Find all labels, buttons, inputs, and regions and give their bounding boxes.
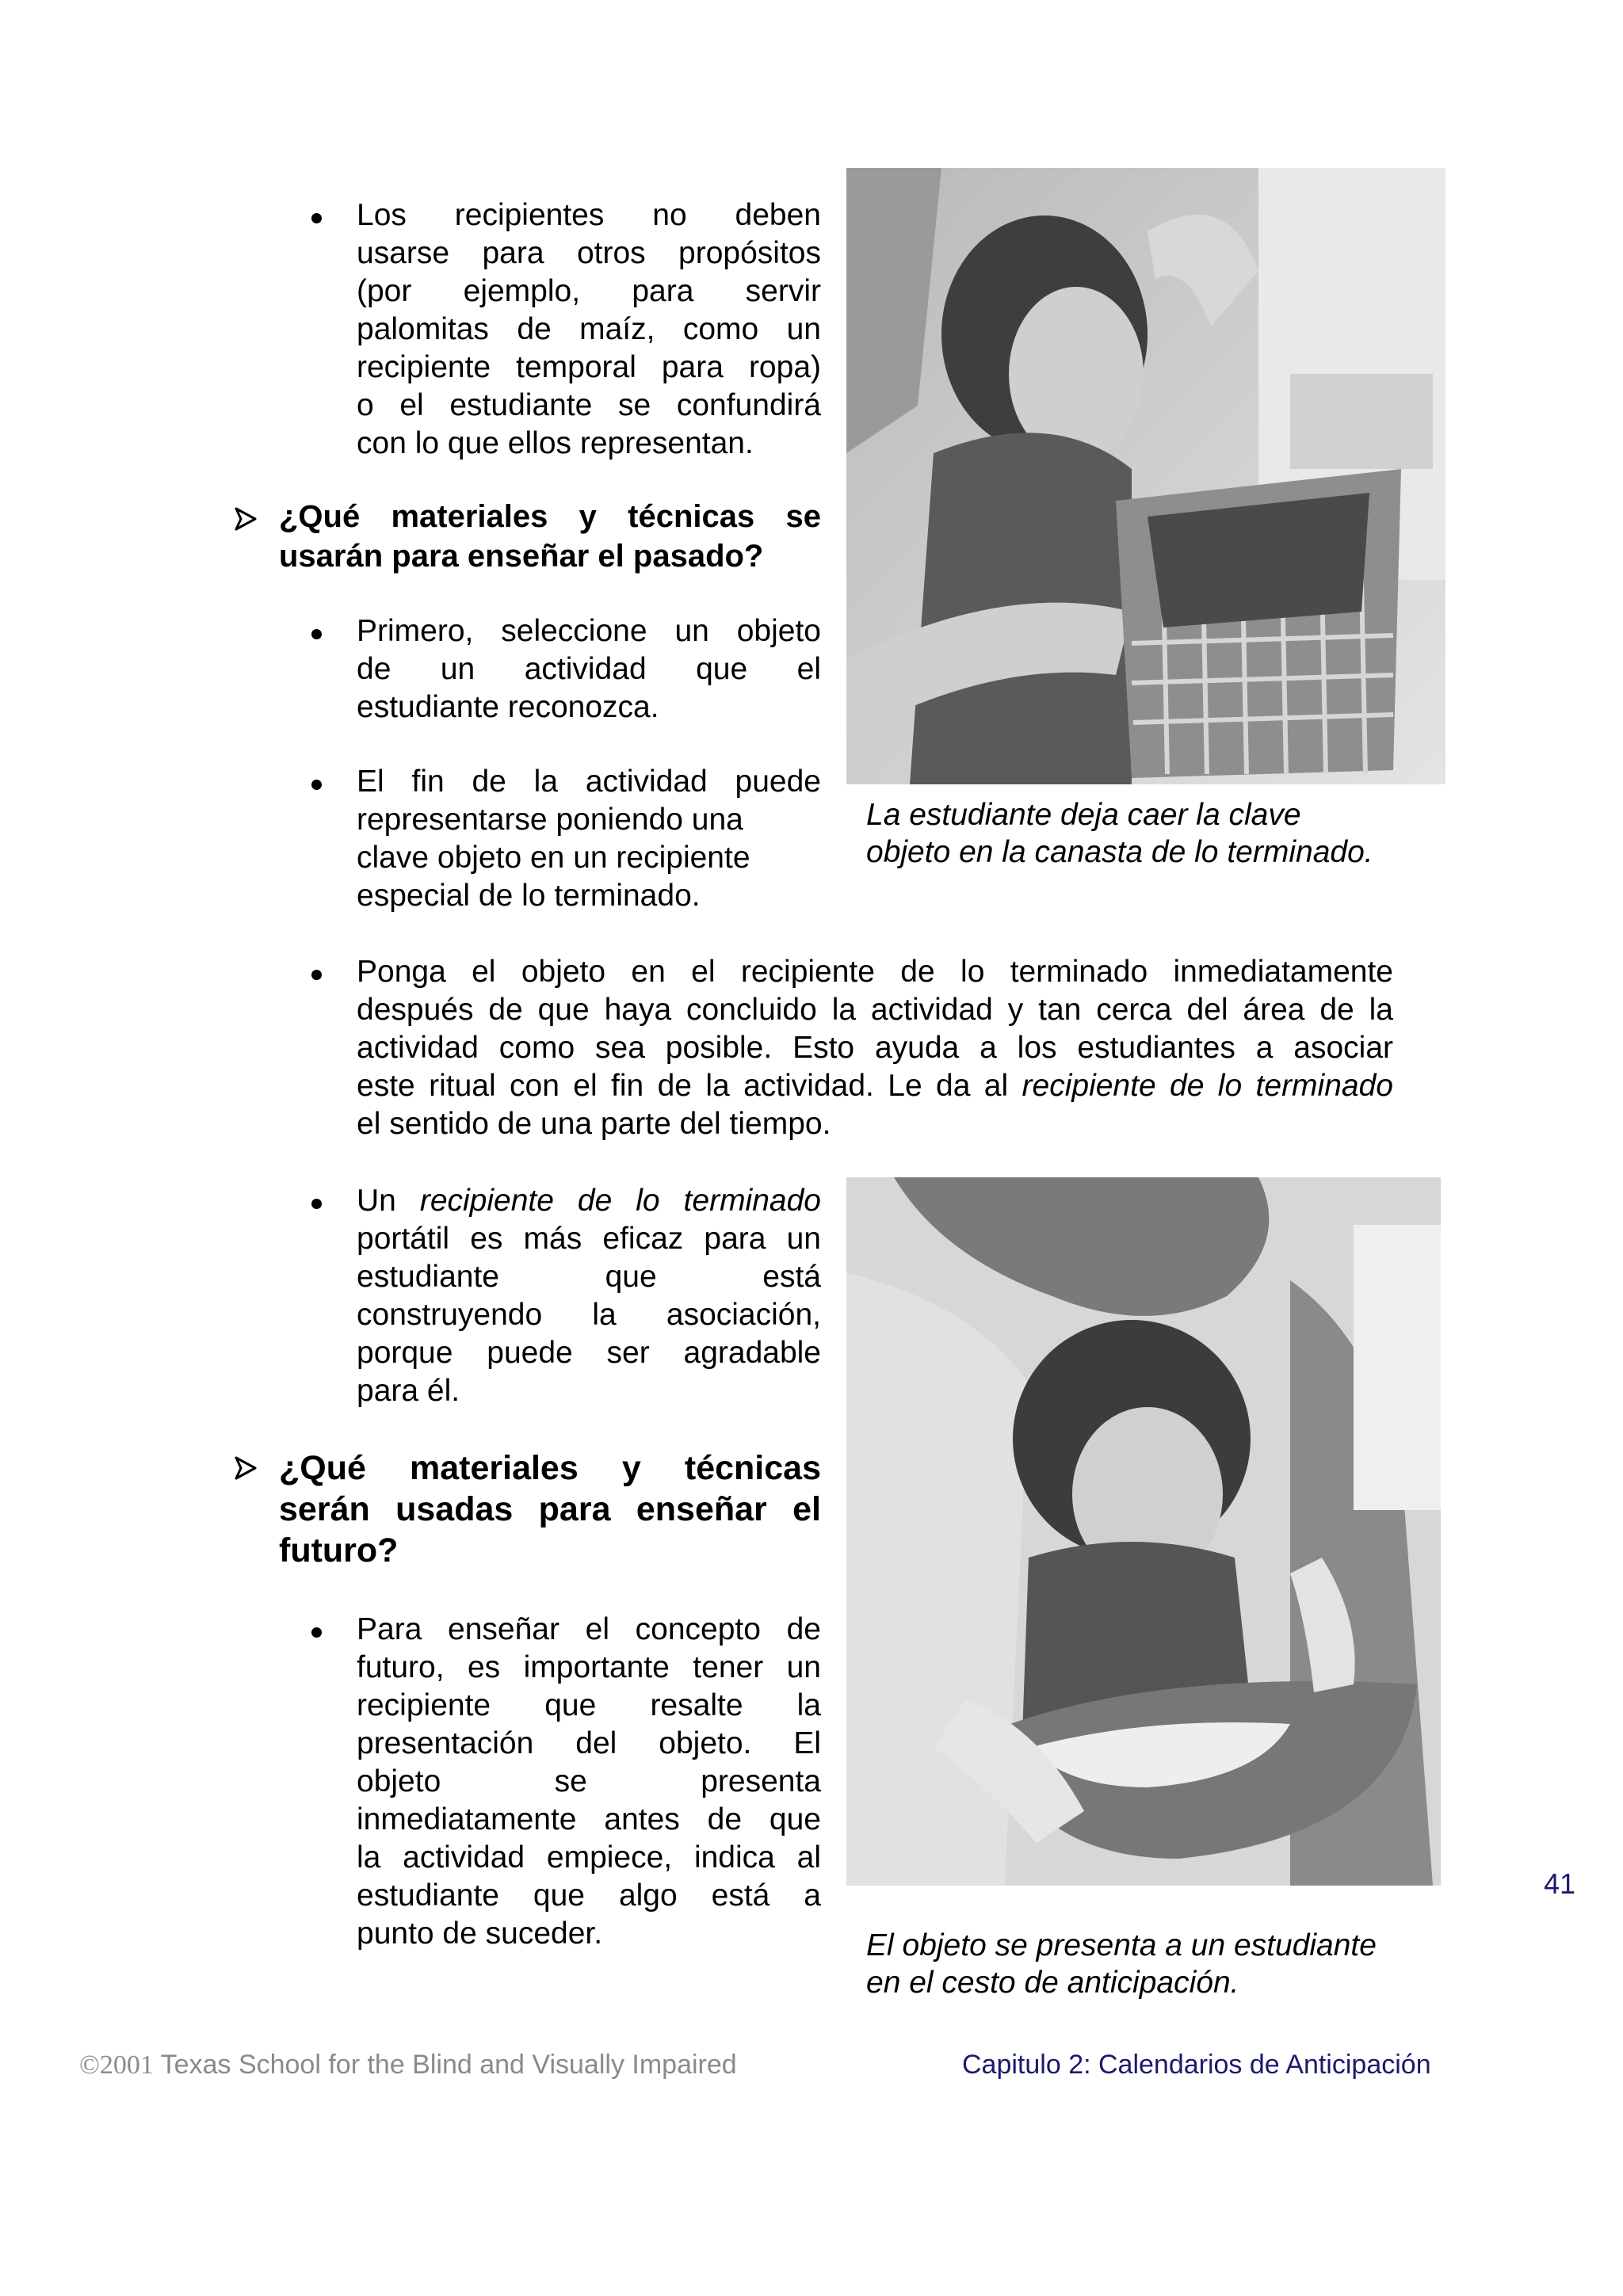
text-line: el sentido de una parte del tiempo. bbox=[357, 1107, 831, 1141]
heading-pasado bbox=[279, 497, 821, 576]
text-line: o el estudiante se confundirá bbox=[357, 388, 821, 422]
text-line: Primero, seleccione un objeto bbox=[357, 614, 821, 648]
heading-line: serán usadas para enseñar el bbox=[279, 1490, 821, 1528]
heading-line: ¿Qué materiales y técnicas bbox=[279, 1449, 821, 1487]
text-line: recipiente temporal para ropa) bbox=[357, 350, 821, 384]
bullet-futuro bbox=[357, 1611, 821, 1953]
copyright-text: Texas School for the Blind and Visually Impaired bbox=[153, 2050, 737, 2080]
heading-line: ¿Qué materiales y técnicas se bbox=[279, 499, 821, 534]
bullet-primero bbox=[357, 612, 821, 727]
text-line: con lo que ellos representan. bbox=[357, 426, 754, 460]
text-line bbox=[357, 1182, 821, 1220]
text-line: objeto se presenta bbox=[357, 1764, 821, 1798]
text-line: palomitas de maíz, como un bbox=[357, 312, 821, 346]
photo-student-basket bbox=[846, 168, 1445, 784]
text-line: Ponga el objeto en el recipiente de lo terminado inmediatamente bbox=[357, 955, 1393, 989]
heading-line: futuro? bbox=[279, 1531, 399, 1569]
text-line: actividad como sea posible. Esto ayuda a los estudiantes a asociar bbox=[357, 1031, 1393, 1065]
text-line: especial de lo terminado. bbox=[357, 879, 701, 913]
page-number: 41 bbox=[1544, 1867, 1576, 1900]
bullet-dot bbox=[311, 1627, 322, 1638]
text-line: clave objeto en un recipiente bbox=[357, 841, 750, 875]
bullet-dot bbox=[311, 213, 322, 223]
text-line: después de que haya concluido la actividad y tan cerca del área de la bbox=[357, 993, 1393, 1027]
bullet-ponga bbox=[357, 953, 1393, 1143]
text-emphasis: recipiente de lo terminado bbox=[419, 1184, 821, 1218]
caption-line: en el cesto de anticipación. bbox=[866, 1966, 1239, 2000]
text-line: representarse poniendo una bbox=[357, 803, 743, 837]
caption-photo1 bbox=[866, 796, 1373, 871]
text-line: la actividad empiece, indica al bbox=[357, 1840, 821, 1875]
text-line: recipiente que resalte la bbox=[357, 1688, 821, 1722]
text-segment: Un bbox=[357, 1184, 420, 1218]
heading-line: usarán para enseñar el pasado? bbox=[279, 539, 764, 574]
bullet-fin bbox=[357, 763, 821, 915]
text-line: presentación del objeto. El bbox=[357, 1726, 821, 1760]
photo-student-anticipation bbox=[846, 1177, 1441, 1886]
arrow-bullet-icon bbox=[235, 507, 257, 531]
bullet-recipientes bbox=[357, 196, 821, 463]
text-line: portátil es más eficaz para un bbox=[357, 1222, 821, 1256]
copyright-year: ©2001 bbox=[79, 2050, 154, 2080]
photo-student-basket-image bbox=[846, 168, 1445, 784]
text-line: Para enseñar el concepto de bbox=[357, 1612, 821, 1646]
text-line: inmediatamente antes de que bbox=[357, 1802, 821, 1836]
caption-line: El objeto se presenta a un estudiante bbox=[866, 1928, 1377, 1962]
footer-chapter: Capitulo 2: Calendarios de Anticipación bbox=[962, 2050, 1431, 2080]
caption-photo2 bbox=[866, 1927, 1377, 2001]
text-line: Los recipientes no deben bbox=[357, 198, 821, 232]
text-line: para él. bbox=[357, 1374, 460, 1408]
heading-futuro bbox=[279, 1447, 821, 1571]
bullet-portatil bbox=[357, 1182, 821, 1410]
text-line: construyendo la asociación, bbox=[357, 1298, 821, 1332]
text-line: estudiante reconozca. bbox=[357, 690, 659, 724]
text-line: porque puede ser agradable bbox=[357, 1336, 821, 1370]
bullet-dot bbox=[311, 970, 322, 980]
bullet-dot bbox=[311, 780, 322, 790]
bullet-dot bbox=[311, 629, 322, 639]
arrow-bullet-icon bbox=[235, 1456, 257, 1480]
text-line: usarse para otros propósitos bbox=[357, 236, 821, 270]
text-line: futuro, es importante tener un bbox=[357, 1650, 821, 1684]
photo-student-anticipation-image bbox=[846, 1177, 1441, 1886]
bullet-dot bbox=[311, 1199, 322, 1209]
caption-line: objeto en la canasta de lo terminado. bbox=[866, 835, 1373, 869]
text-line: punto de suceder. bbox=[357, 1917, 603, 1951]
text-line: estudiante que está bbox=[357, 1260, 821, 1294]
footer-copyright bbox=[79, 2049, 737, 2081]
text-emphasis: recipiente de lo terminado bbox=[1022, 1069, 1393, 1103]
text-line: (por ejemplo, para servir bbox=[357, 274, 821, 308]
text-line: de un actividad que el bbox=[357, 652, 821, 686]
text-segment: este ritual con el fin de la actividad. Le da al bbox=[357, 1069, 1022, 1103]
caption-line: La estudiante deja caer la clave bbox=[866, 798, 1301, 832]
text-line: El fin de la actividad puede bbox=[357, 765, 821, 799]
text-line bbox=[357, 1067, 1393, 1105]
text-line: estudiante que algo está a bbox=[357, 1878, 821, 1913]
